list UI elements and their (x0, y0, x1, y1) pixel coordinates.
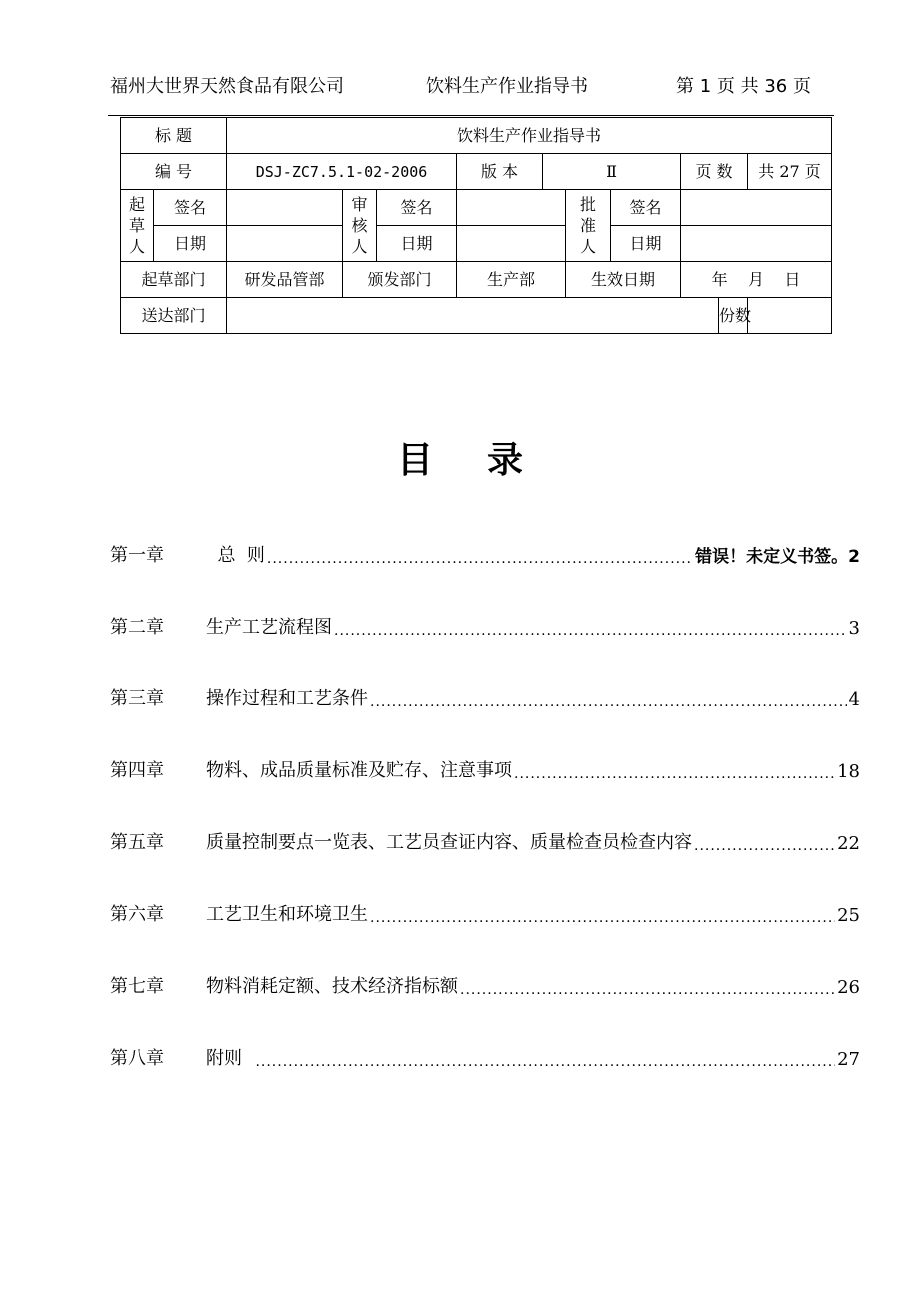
toc-chapter-name: 质量控制要点一览表、工艺员查证内容、质量检查员检查内容 (206, 832, 692, 853)
reviewer-label-cell (343, 190, 377, 262)
drafter-sign-label: 签名 (154, 190, 227, 226)
copies-label: 份数 (719, 298, 748, 334)
company-name: 福州大世界天然食品有限公司 (110, 76, 344, 97)
toc-entry[interactable] (110, 824, 860, 854)
drafter-sign-value (227, 190, 343, 226)
drafter-label-cell (121, 190, 154, 262)
toc-page-number: 错误！未定义书签。2 (695, 547, 860, 567)
toc-chapter: 第八章 (110, 1048, 164, 1069)
toc-page-number: 4 (848, 689, 860, 710)
toc-chapter: 第五章 (110, 832, 164, 853)
reviewer-date-value (457, 226, 566, 262)
pages-label: 页 数 (681, 154, 748, 190)
toc-page-number: 3 (848, 618, 860, 639)
toc-leader (267, 551, 693, 567)
approver-label: 批准人 (579, 195, 596, 256)
effective-date-label: 生效日期 (566, 262, 681, 298)
toc-chapter: 第一章 (110, 545, 164, 566)
toc-page-number: 22 (837, 833, 860, 854)
toc-entry[interactable] (110, 537, 860, 567)
draft-dept-value: 研发品管部 (227, 262, 343, 298)
version-label: 版 本 (457, 154, 543, 190)
toc-page-number: 27 (837, 1049, 860, 1070)
toc-entry[interactable] (110, 752, 860, 782)
toc-entry[interactable] (110, 896, 860, 926)
toc-leader (460, 982, 835, 998)
toc-chapter-name: 总 则 (206, 545, 265, 566)
pages-value: 共 27 页 (748, 154, 832, 190)
draft-dept-label: 起草部门 (121, 262, 227, 298)
page-number: 第 1 页 共 36 页 (676, 76, 811, 97)
delivery-dept-value (227, 298, 719, 334)
approver-sign-label: 签名 (611, 190, 681, 226)
drafter-label: 起草人 (128, 195, 145, 256)
toc-chapter-name: 物料消耗定额、技术经济指标额 (206, 976, 458, 997)
toc-page-number: 18 (837, 761, 860, 782)
approver-date-value (681, 226, 832, 262)
toc-chapter: 第二章 (110, 617, 164, 638)
reviewer-date-label: 日期 (377, 226, 457, 262)
page-header (0, 66, 920, 96)
toc-page-number: 25 (837, 905, 860, 926)
toc-leader (370, 694, 847, 710)
copies-value (748, 298, 832, 334)
toc-chapter-name: 操作过程和工艺条件 (206, 688, 368, 709)
approver-date-label: 日期 (611, 226, 681, 262)
toc-entry[interactable] (110, 968, 860, 998)
issue-dept-label: 颁发部门 (343, 262, 457, 298)
toc-entry[interactable] (110, 680, 860, 710)
effective-date-value: 年 月 日 (681, 262, 832, 298)
delivery-dept-label: 送达部门 (121, 298, 227, 334)
version-value: Ⅱ (543, 154, 681, 190)
code-value: DSJ-ZC7.5.1-02-2006 (227, 154, 457, 190)
toc-leader (514, 766, 835, 782)
document-info-table (120, 117, 832, 334)
toc-leader (694, 838, 835, 854)
toc-chapter-name: 生产工艺流程图 (206, 617, 332, 638)
toc-entry[interactable] (110, 609, 860, 639)
header-divider (108, 115, 834, 116)
approver-sign-value (681, 190, 832, 226)
toc-chapter-name: 物料、成品质量标准及贮存、注意事项 (206, 760, 512, 781)
title-value: 饮料生产作业指导书 (227, 118, 832, 154)
toc-chapter: 第三章 (110, 688, 164, 709)
title-label: 标 题 (121, 118, 227, 154)
toc-leader (370, 910, 835, 926)
code-label: 编 号 (121, 154, 227, 190)
issue-dept-value: 生产部 (457, 262, 566, 298)
toc-chapter: 第六章 (110, 904, 164, 925)
drafter-date-value (227, 226, 343, 262)
toc-leader (334, 623, 847, 639)
header-doc-title: 饮料生产作业指导书 (426, 76, 588, 97)
toc-leader (255, 1054, 835, 1070)
toc-chapter-name: 工艺卫生和环境卫生 (206, 904, 368, 925)
reviewer-label: 审核人 (351, 195, 368, 256)
toc-title: 目录 (396, 440, 577, 481)
drafter-date-label: 日期 (154, 226, 227, 262)
reviewer-sign-label: 签名 (377, 190, 457, 226)
toc-chapter-name: 附则 (206, 1048, 254, 1069)
toc-chapter: 第四章 (110, 760, 164, 781)
toc-page-number: 26 (837, 977, 860, 998)
approver-label-cell (566, 190, 611, 262)
toc-entry[interactable] (110, 1040, 860, 1070)
reviewer-sign-value (457, 190, 566, 226)
toc-chapter: 第七章 (110, 976, 164, 997)
